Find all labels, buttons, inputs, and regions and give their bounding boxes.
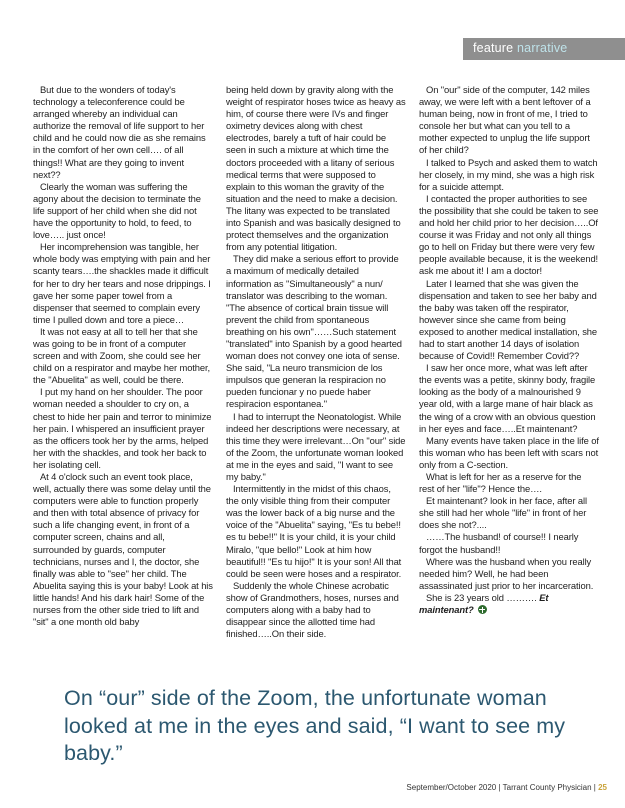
section-header-bar [463,38,625,60]
paragraph: I had to interrupt the Neonatologist. While indeed her descriptions were necessary, at this time they were irrelevant…On "our" side of the Zoom, the unfortunate woman looked at me in the eyes and said, "I want to see my baby." [226,410,406,482]
column-3 [419,84,599,616]
paragraph: I contacted the proper authorities to see the possibility that she could be taken to see and hold her child prior to her decision…..Of course it was Friday and not only all things go to hell on Friday but there were very few people available because, it is the weekend! ask me about it! I am a doctor! [419,192,599,277]
paragraph: I talked to Psych and asked them to watch her closely, in my mind, she was a high risk for a suicide attempt. [419,156,598,192]
pull-quote: On “our” side of the Zoom, the unfortunate woman looked at me in the eyes and said, “I want to see my baby.” [64,686,566,765]
paragraph: It was not easy at all to tell her that she was going to be in front of a computer screen and with Zoom, she could see her child on a respirator and maybe her mother, the "Abuelita" as well, could be there. [33,325,211,386]
paragraph: Her incomprehension was tangible, her whole body was emptying with pain and her scanty tears….the shackles made it difficult for her to dry her tears and nose drippings. I gave her some paper towel from a dispenser that seemed to complain every time I pulled down and tore a piece… [33,241,211,325]
paragraph: Suddenly the whole Chinese acrobatic show of Grandmothers, hoses, nurses and computers along with a baby had to disappear since the allotted time had finished…..On their side. [226,579,399,640]
column-2 [226,84,406,640]
final-paragraph-text: She is 23 years old ………. [426,591,540,603]
paragraph: Clearly the woman was suffering the agony about the decision to terminate the life support of her child when she did not have the opportunity to hold, to feed, to love….. just once! [33,180,201,241]
cross-circle-icon [478,605,487,614]
final-paragraph [419,592,599,616]
paragraph: Many events have taken place in the life of this woman who has been left with scars not only from a C-section. [419,434,599,470]
paragraph: Et maintenant? look in her face, after all she still had her whole "life" in front of her does she not?.... [419,495,587,531]
footer-text: September/October 2020 | Tarrant County Physician | [406,783,599,792]
paragraph: I put my hand on her shoulder. The poor woman needed a shoulder to cry on, a chest to hide her pain and terror to minimize her pain. I whispered an insufficient prayer as the officers took her by the arms, helped her with the shackles, and took her back to her isolating cell. [33,386,212,470]
page-footer [406,783,607,792]
section-label-feature: feature [473,41,514,55]
paragraph: Where was the husband when you really needed him? Well, he had been assassinated just prior to her incarceration. [419,555,594,591]
paragraph: What is left for her as a reserve for the rest of her "life"? Hence the…. [419,471,582,495]
article-body [33,84,598,674]
paragraph: I saw her once more, what was left after the events was a petite, skinny body, fragile looking as the body of a malnourished 9 year old, with a large mane of hair black as the wing of a crow with an obvious question in her eyes and face…..Et maintenant? [419,362,596,434]
paragraph: But due to the wonders of today's technology a teleconference could be arranged whereby an individual can authorize the removal of life support to her child and he could now die as she remains in the comfort of her own cell…. of all things!! What are they going to invent next?? [33,84,206,180]
paragraph: They did make a serious effort to provide a maximum of medically detailed information as "Simultaneously" a nun/ translator was describing to the woman. "The absence of cortical brain tissue will prevent the child from spontaneous breathing on his own"……Such statement "translated" into Spanish by a good hearted woman does not convey one iota of sense. She said, "La neuro transmicion de los impulsos que generan la respiracion no pueden funcionar y no puede haber respiracion espontanea." [226,253,402,410]
paragraph: On "our" side of the computer, 142 miles away, we were left with a bent leftover of a human being, now in front of me, I tried to console her but what can you tell to a mother expected to unplug the life support of her child? [419,84,591,156]
section-label-narrative: narrative [517,41,568,55]
section-label [473,41,567,55]
paragraph: At 4 o'clock such an event took place, well, actually there was some delay until the computers were able to function properly and then with total absence of privacy for such a life changing event, in front of a computer screen, chains and all, surrounded by guards, computer technicians, nurses and I, the doctor, she finally was able to "see" her child. The Abuelita saying this is your baby! Look at his little hands! And his dark hair! Some of the nurses from the other side tried to lift and "sit" a one month old baby [33,471,213,628]
paragraph: being held down by gravity along with the weight of respirator hoses twice as heavy as him, of course there were IVs and finger oximetry devices along with chest electrodes, barely a tuft of hair could be seen in such a mixture at which time the doctors proceeded with a litany of serious medical terms that were supposed to explain to this woman the gravity of the situation and the need to make a decision. The litany was expected to be translated into Spanish and was basically designed to protect themselves and the organization from any potential litigation. [226,84,406,253]
paragraph: ……The husband! of course!! I nearly forgot the husband!! [419,531,579,555]
page-number: 25 [598,783,607,792]
column-1 [33,84,213,628]
paragraph: Later I learned that she was given the dispensation and taken to see her baby and the baby was taken off the respirator, however since she came from being exposed to another medical installation, she had to start another 14 days of isolation because of Covid!! Remember Covid?? [419,277,598,362]
paragraph: Intermittently in the midst of this chaos, the only visible thing from their computer was the lower back of a big nurse and the voice of the "Abuelita" saying, "Es tu bebe!! es tu bebe!!" It is your child, it is your child Miralo, "que bello!" Look at him how beautiful!! "Es tu hijo!" It is your son! All that could be seen were hoses and a respirator. [226,483,402,579]
final-paragraph-emphasis: Et maintenant? [419,591,549,616]
